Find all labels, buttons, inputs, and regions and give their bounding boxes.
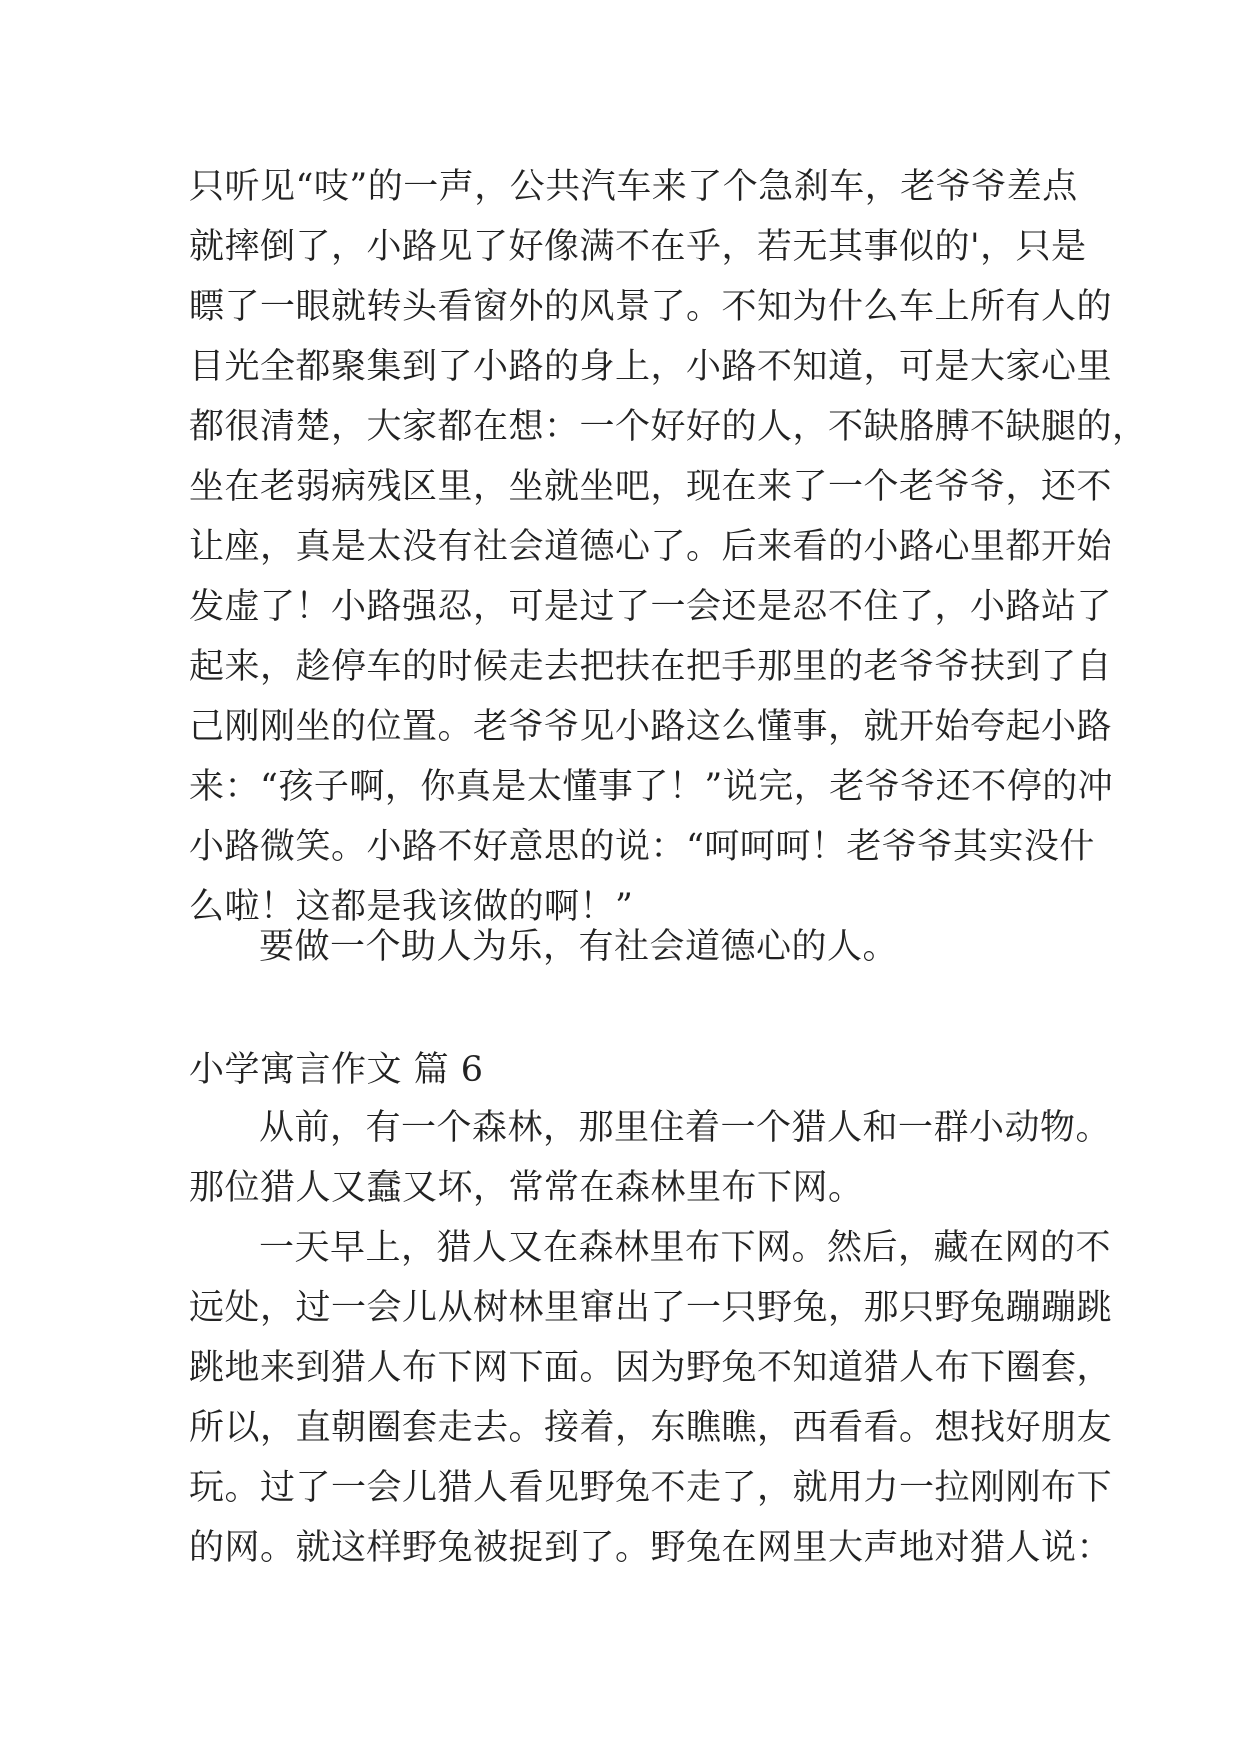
story-paragraph bbox=[189, 157, 1148, 937]
paragraph-line: 那位猎人又蠢又坏，常常在森林里布下网。 bbox=[189, 1168, 864, 1208]
story-body bbox=[189, 1098, 1113, 1578]
story-paragraph bbox=[189, 1218, 1113, 1578]
paragraph-line: 瞟了一眼就转头看窗外的风景了。不知为什么车上所有人的 bbox=[189, 287, 1113, 327]
paragraph-line: 发虚了！小路强忍，可是过了一会还是忍不住了，小路站了 bbox=[189, 587, 1113, 627]
paragraph-line: 来：“孩子啊，你真是太懂事了！”说完，老爷爷还不停的冲 bbox=[189, 767, 1114, 807]
paragraph-line: 都很清楚，大家都在想：一个好好的人，不缺胳膊不缺腿的， bbox=[189, 407, 1148, 447]
paragraph-line: 么啦！这都是我该做的啊！” bbox=[189, 887, 634, 927]
paragraph-line: 从前，有一个森林，那里住着一个猎人和一群小动物。 bbox=[259, 1108, 1112, 1148]
paragraph-line: 跳地来到猎人布下网下面。因为野兔不知道猎人布下圈套， bbox=[189, 1348, 1113, 1388]
paragraph-line: 己刚刚坐的位置。老爷爷见小路这么懂事，就开始夸起小路 bbox=[189, 707, 1113, 747]
paragraph-line: 所以，直朝圈套走去。接着，东瞧瞧，西看看。想找好朋友 bbox=[189, 1408, 1113, 1448]
closing-line: 要做一个助人为乐，有社会道德心的人。 bbox=[259, 927, 899, 967]
paragraph-line: 就摔倒了，小路见了好像满不在乎，若无其事似的'，只是 bbox=[189, 227, 1087, 267]
paragraph-line: 远处，过一会儿从树林里窜出了一只野兔，那只野兔蹦蹦跳 bbox=[189, 1288, 1113, 1328]
paragraph-line: 目光全都聚集到了小路的身上，小路不知道，可是大家心里 bbox=[189, 347, 1113, 387]
section-title: 小学寓言作文 篇 6 bbox=[189, 1050, 484, 1090]
paragraph-line: 小路微笑。小路不好意思的说：“呵呵呵！老爷爷其实没什 bbox=[189, 827, 1095, 867]
section-heading bbox=[189, 1040, 1069, 1100]
paragraph-line: 坐在老弱病残区里，坐就坐吧，现在来了一个老爷爷，还不 bbox=[189, 467, 1113, 507]
paragraph-line: 只听见“吱”的一声，公共汽车来了个急刹车，老爷爷差点 bbox=[189, 167, 1078, 207]
paragraph-line: 一天早上，猎人又在森林里布下网。然后，藏在网的不 bbox=[259, 1228, 1112, 1268]
paragraph-line: 起来，趁停车的时候走去把扶在把手那里的老爷爷扶到了自 bbox=[189, 647, 1113, 687]
paragraph-line: 的网。就这样野兔被捉到了。野兔在网里大声地对猎人说： bbox=[189, 1528, 1113, 1568]
closing-paragraph bbox=[189, 917, 1069, 977]
paragraph-line: 让座，真是太没有社会道德心了。后来看的小路心里都开始 bbox=[189, 527, 1113, 567]
paragraph-line: 玩。过了一会儿猎人看见野兔不走了，就用力一拉刚刚布下 bbox=[189, 1468, 1113, 1508]
story-paragraph bbox=[189, 1098, 1112, 1218]
